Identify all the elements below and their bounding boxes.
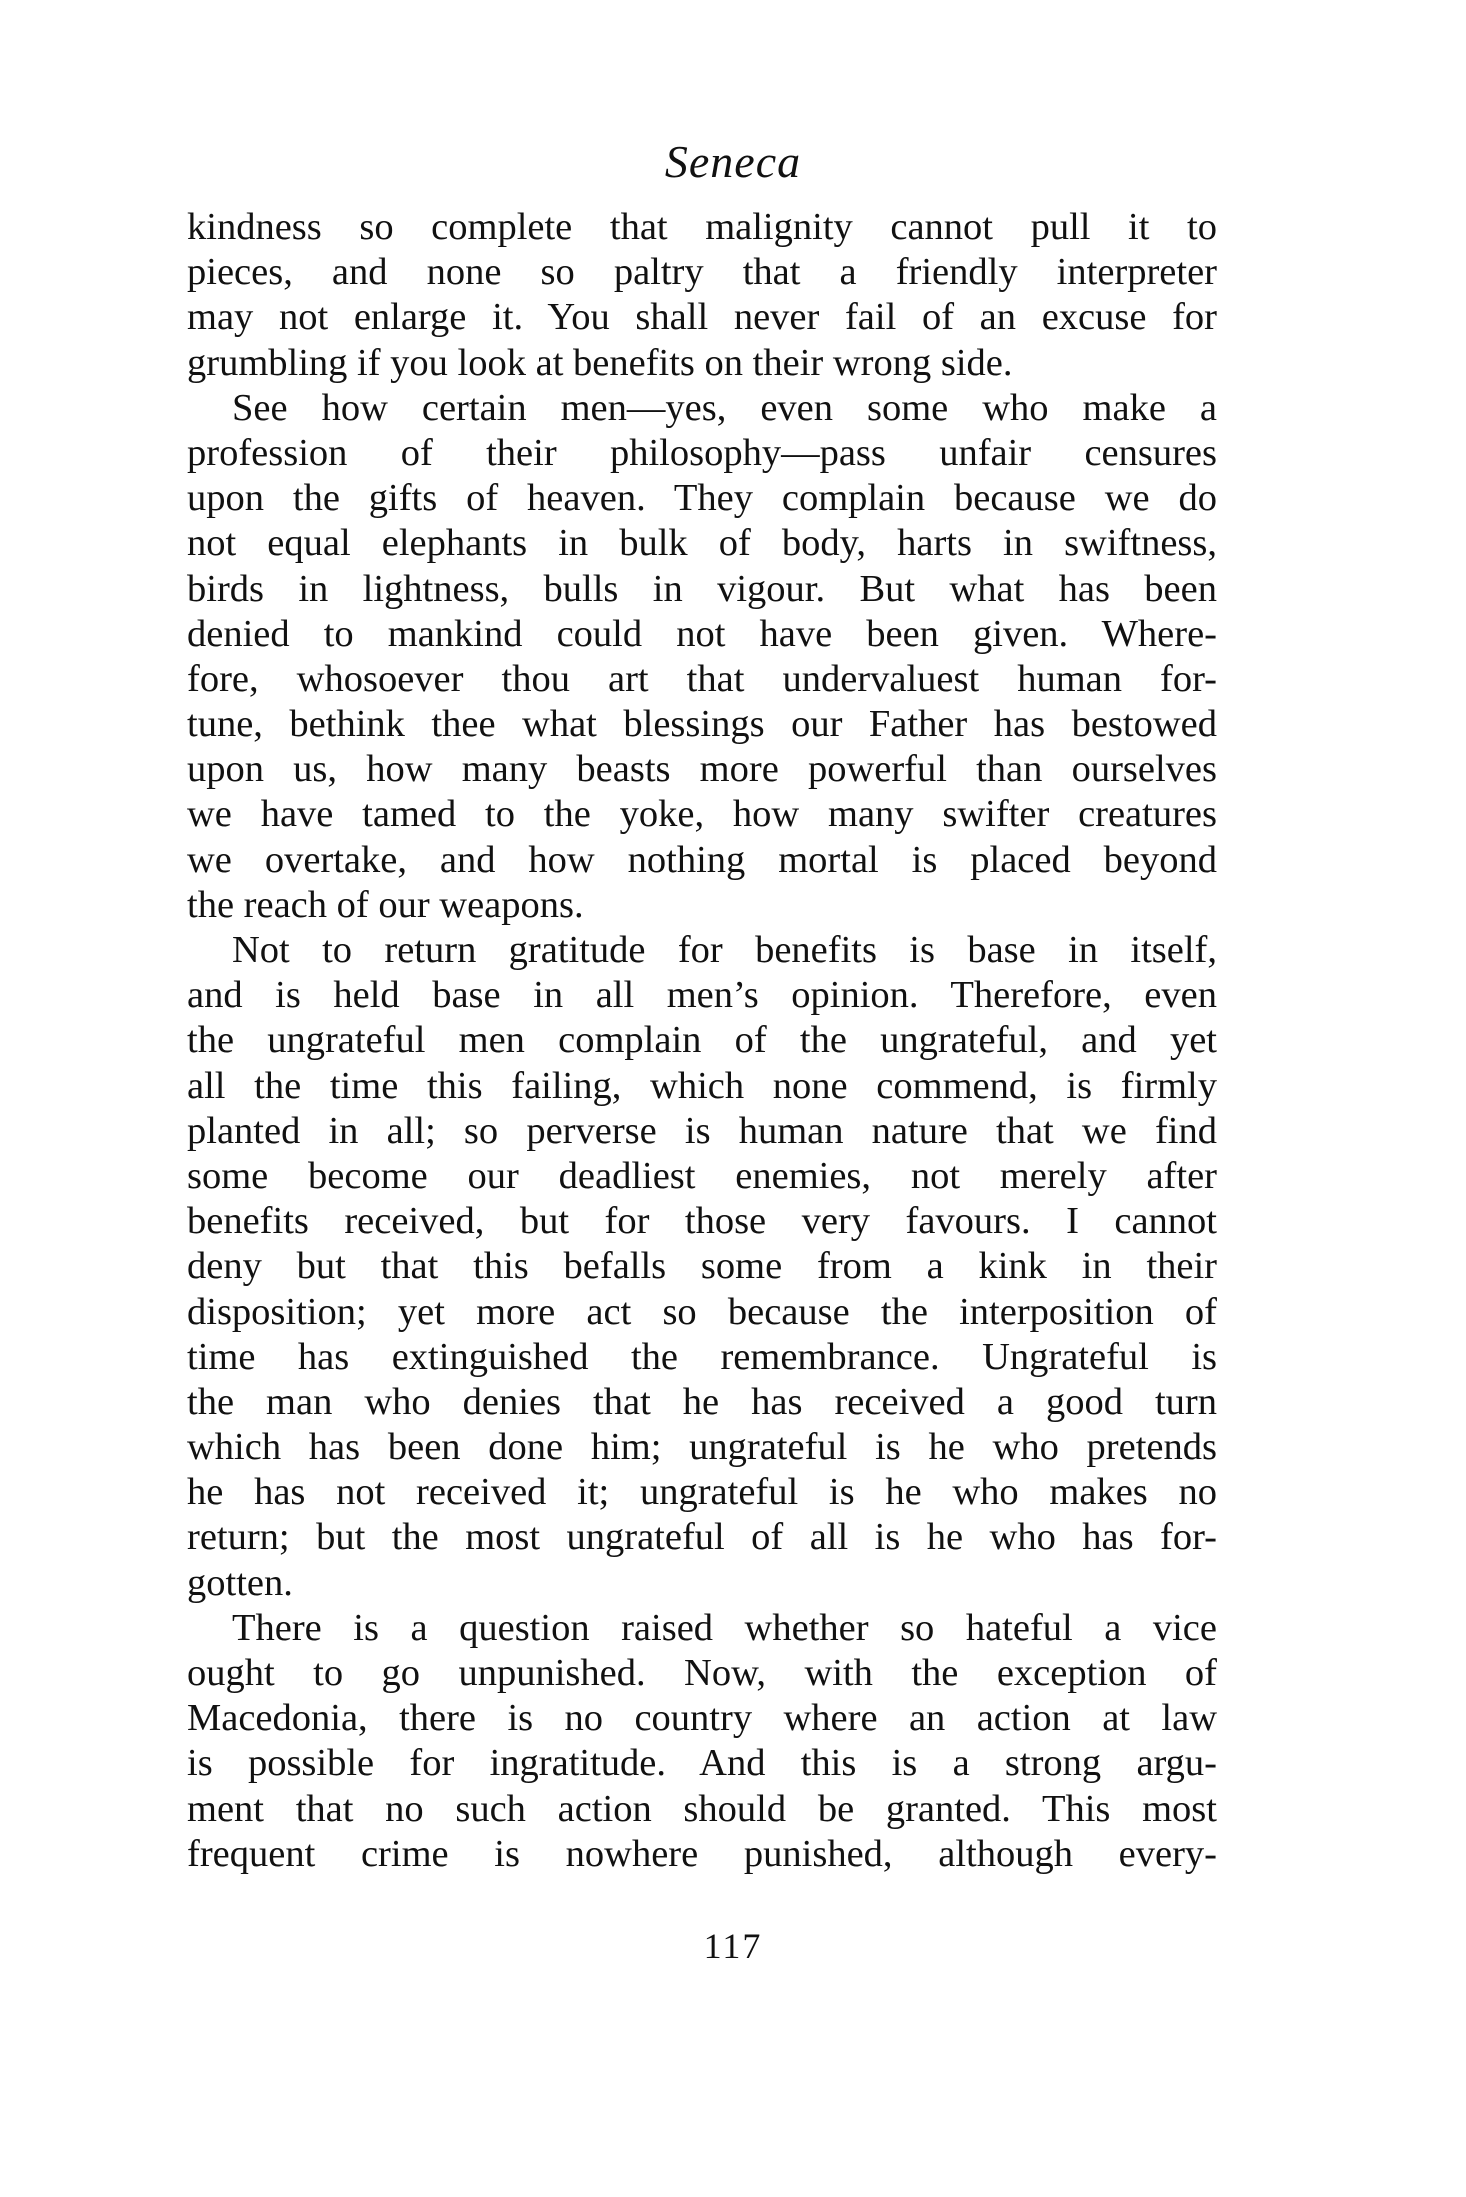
text-line: See how certain men—yes, even some who make a [232,386,1217,429]
text-line: pieces, and none so paltry that a friendly interpreter [187,251,1217,294]
text-line: Not to return gratitude for benefits is base in itself, [232,929,1217,971]
text-line: gotten. [187,1561,293,1604]
text-line: ment that no such action should be granted. This most [187,1787,1217,1830]
text-line: upon us, how many beasts more powerful than ourselves [187,748,1217,791]
text-line: return; but the most ungrateful of all is he who has for- [187,1516,1217,1559]
text-line: tune, bethink thee what blessings our Father has bestowed [187,703,1217,746]
text-line: deny but that this befalls some from a kink in their [187,1245,1217,1288]
text-line: profession of their philosophy—pass unfair censures [187,431,1217,474]
text-line: planted in all; so perverse is human nature that we find [187,1109,1217,1152]
text-line: all the time this failing, which none commend, is firmly [187,1064,1217,1107]
text-line: denied to mankind could not have been given. Where- [187,612,1217,655]
text-line: upon the gifts of heaven. They complain because we do [187,477,1217,520]
text-line: the reach of our weapons. [187,883,584,926]
text-line: There is a question raised whether so hateful a vice [232,1606,1217,1649]
text-line: fore, whosoever thou art that undervaluest human for- [187,657,1217,700]
text-line: the man who denies that he has received a good turn [187,1380,1217,1423]
text-line: not equal elephants in bulk of body, harts in swiftness, [187,522,1217,565]
running-head: Seneca [664,136,802,187]
text-line: we have tamed to the yoke, how many swifter creatures [187,793,1217,836]
text-line: which has been done him; ungrateful is he who pretends [187,1426,1217,1469]
text-line: some become our deadliest enemies, not merely after [187,1154,1217,1197]
text-line: benefits received, but for those very favours. I cannot [187,1200,1217,1243]
text-line: we overtake, and how nothing mortal is placed beyond [187,838,1217,881]
page-number: 117 [703,1926,763,1966]
text-line: grumbling if you look at benefits on their wrong side. [187,341,1013,384]
text-line: he has not received it; ungrateful is he who makes no [187,1471,1217,1514]
text-line: is possible for ingratitude. And this is a strong argu- [187,1742,1217,1785]
body-text [187,205,1217,1877]
text-line: disposition; yet more act so because the interposition of [187,1290,1217,1333]
text-line: frequent crime is nowhere punished, although every- [187,1832,1217,1875]
text-line: kindness so complete that malignity cannot pull it to [187,206,1217,248]
text-line: the ungrateful men complain of the ungrateful, and yet [187,1019,1217,1062]
text-line: may not enlarge it. You shall never fail of an excuse for [187,296,1217,339]
text-line: ought to go unpunished. Now, with the exception of [187,1652,1217,1694]
text-line: Macedonia, there is no country where an action at law [187,1697,1217,1740]
text-line: and is held base in all men’s opinion. Therefore, even [187,974,1217,1017]
text-line: birds in lightness, bulls in vigour. But what has been [187,567,1217,610]
text-line: time has extinguished the remembrance. Ungrateful is [187,1335,1217,1378]
